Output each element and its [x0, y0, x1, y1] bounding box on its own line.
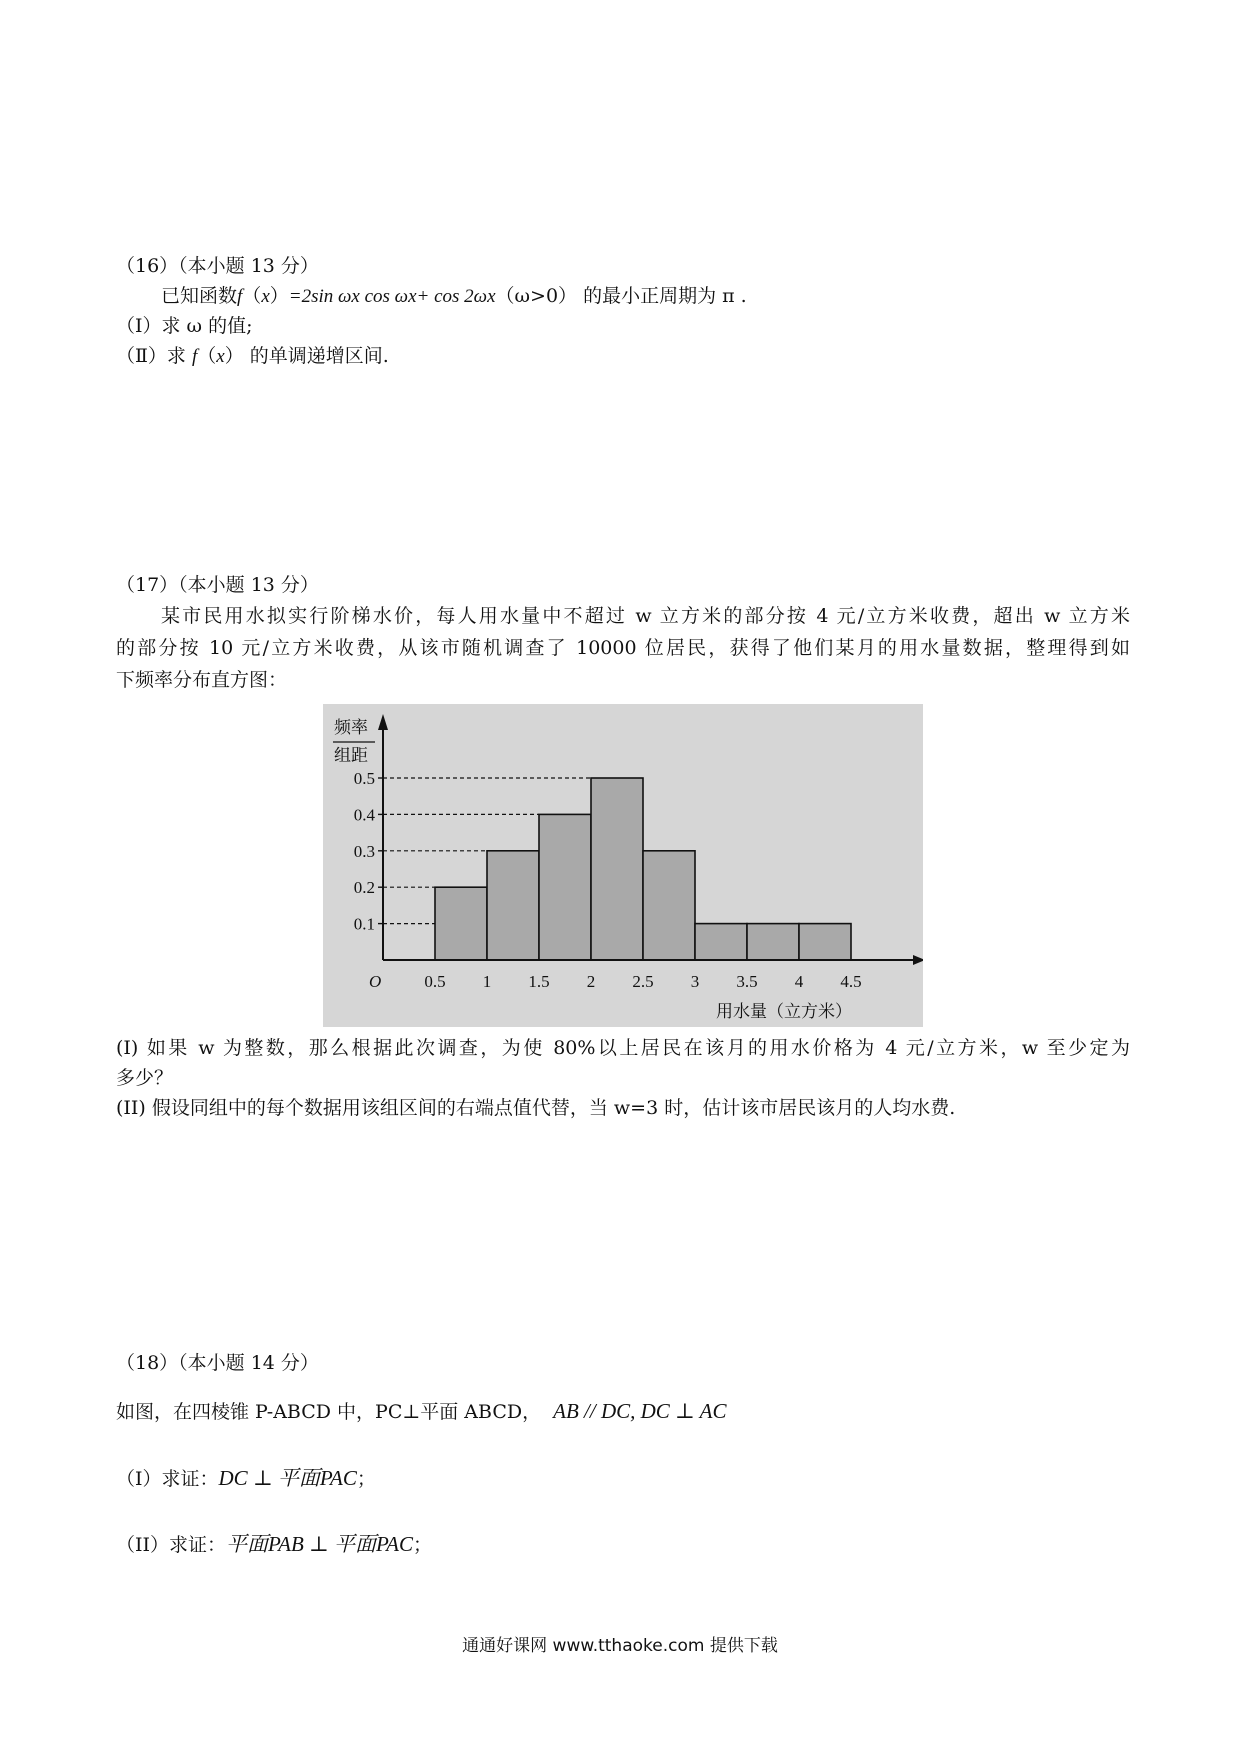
q18-part2-label: （II）求证： [116, 1534, 227, 1556]
q17-part2: (II) 假设同组中的每个数据用该组区间的右端点值代替，当 w=3 时，估计该市居民该月的人均水费. [116, 1097, 956, 1119]
q16-stem: 已知函数f（x）=2sin ωx cos ωx+ cos 2ωx（ω>0） 的最小正周期为 π . [161, 285, 747, 307]
histogram-bar [539, 814, 591, 960]
histogram-bar [747, 924, 799, 960]
histogram-bar [435, 887, 487, 960]
x-tick-label: 4.5 [840, 972, 862, 991]
y-tick-label: 0.5 [353, 769, 375, 788]
q16-part2: （Ⅱ）求 f（x） 的单调递增区间. [116, 345, 389, 367]
q16-stem-post: 的最小正周期为 π . [583, 285, 747, 307]
x-tick-label: 2.5 [632, 972, 654, 991]
q18-stem [116, 1398, 727, 1425]
q16-part2-f: f [191, 346, 198, 367]
y-tick-label: 0.3 [353, 841, 375, 861]
y-tick-label: 0.2 [353, 878, 375, 898]
q18-part2-math: 平面PAB ⊥ 平面PAC [226, 1532, 413, 1556]
page-footer: 通通好课网 www.tthaoke.com 提供下载 [462, 1636, 778, 1656]
q17-part1-line2: 多少？ [116, 1067, 174, 1089]
q16-stem-pre: 已知函数 [161, 285, 238, 307]
q18-header: （18）（本小题 14 分） [116, 1352, 319, 1374]
q18-stem-math: AB // DC, DC ⊥ AC [553, 1399, 727, 1423]
histogram-bar [591, 778, 643, 960]
histogram-figure [323, 704, 923, 1027]
q17-stem-line1: 某市民用水拟实行阶梯水价，每人用水量中不超过 w 立方米的部分按 4 元/立方米收费，超出 w 立方米 [161, 605, 1130, 627]
y-label-top: 频率 [334, 718, 368, 738]
y-tick-label: 0.4 [353, 805, 375, 825]
q16-part1: （Ⅰ）求 ω 的值; [116, 315, 253, 337]
origin-label: O [369, 972, 382, 991]
x-tick-label: 1 [482, 972, 492, 991]
x-axis-label: 用水量（立方米） [716, 1002, 852, 1022]
q17-header: （17）（本小题 13 分） [116, 574, 319, 596]
x-tick-label: 4 [794, 972, 804, 991]
q18-part1-end: ； [356, 1468, 376, 1490]
y-label-bottom: 组距 [334, 746, 368, 766]
x-tick-label: 3.5 [736, 972, 758, 991]
histogram-svg [323, 704, 923, 1027]
q17-stem-line3: 下频率分布直方图： [116, 669, 288, 691]
q18-stem-text: 如图，在四棱锥 P-ABCD 中，PC⊥平面 ABCD， [116, 1401, 542, 1423]
q16-stem-x: x [261, 286, 270, 307]
histogram-bar [643, 851, 695, 960]
x-tick-label: 3 [690, 972, 700, 991]
q16-header: （16）（本小题 13 分） [116, 255, 319, 277]
histogram-bar [695, 924, 747, 960]
histogram-bar [799, 924, 851, 960]
x-tick-label: 1.5 [528, 972, 550, 991]
x-tick-label: 2 [586, 972, 596, 991]
q18-part2 [116, 1531, 432, 1558]
q16-stem-formula: =2sin ωx cos ωx+ cos 2ωx [288, 286, 496, 307]
q18-part2-end: ； [413, 1534, 433, 1556]
q16-stem-cond: （ω>0） [495, 285, 578, 307]
q16-part2-x: x [216, 346, 225, 367]
histogram-bar [487, 851, 539, 960]
x-tick-label: 0.5 [424, 972, 446, 991]
q16-part2-pre: （Ⅱ）求 [116, 345, 186, 367]
q18-part1 [116, 1465, 376, 1492]
q18-part1-label: （I）求证： [116, 1468, 219, 1490]
q17-part1-line1: (I) 如果 w 为整数，那么根据此次调查，为使 80%以上居民在该月的用水价格为 4 元/立方米，w 至少定为 [116, 1037, 1130, 1059]
y-tick-label: 0.1 [353, 914, 375, 934]
q17-stem-line2: 的部分按 10 元/立方米收费，从该市随机调查了 10000 位居民，获得了他们某月的用水量数据，整理得到如 [116, 637, 1130, 659]
q16-part2-post: 的单调递增区间. [249, 345, 389, 367]
q16-stem-f: f [237, 286, 243, 307]
q18-part1-math: DC ⊥ 平面PAC [218, 1466, 357, 1490]
